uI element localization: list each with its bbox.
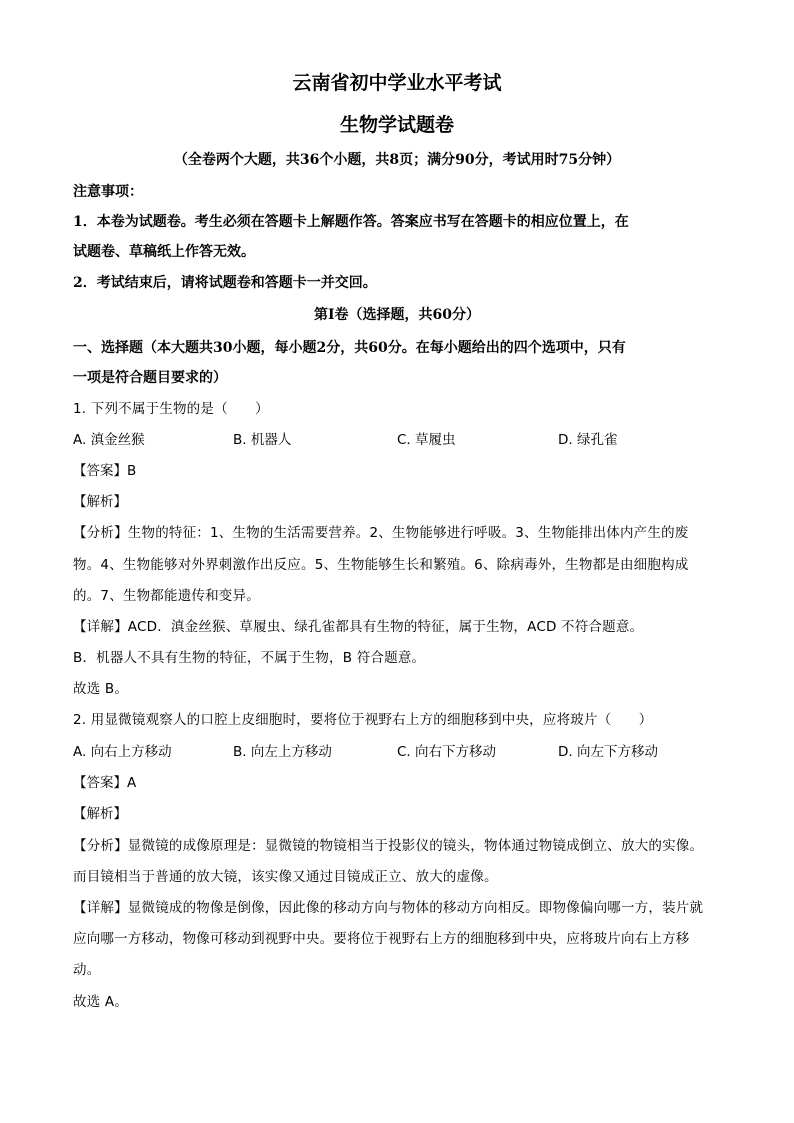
question-2-analysis-line-1: 【分析】显微镜的成像原理是：显微镜的物镜相当于投影仪的镜头，物体通过物镜成倒立、放大的实像。 (73, 838, 704, 854)
question-2-option-c: C. 向右下方移动 (397, 744, 497, 760)
question-1-conclusion: 故选 B。 (73, 681, 129, 697)
question-2-option-b: B. 向左上方移动 (233, 744, 332, 760)
question-2-answer: 【答案】A (73, 775, 137, 791)
question-2-stem: 2. 用显微镜观察人的口腔上皮细胞时，要将位于视野右上方的细胞移到中央，应将玻片（ ） (73, 712, 653, 728)
question-2-option-d: D. 向左下方移动 (558, 744, 658, 760)
question-1-analysis-line-3: 的。7、生物都能遗传和变异。 (73, 588, 260, 604)
exam-subtitle: 生物学试题卷 (339, 114, 454, 136)
notice-heading: 注意事项： (73, 184, 143, 200)
section-1-heading-line-1: 一、选择题（本大题共30小题，每小题2分，共60分。在每小题给出的四个选项中，只有 (73, 340, 626, 356)
question-2-detail-line-3: 动。 (73, 962, 101, 978)
question-2-analysis-line-2: 而目镜相当于普通的放大镜，该实像又通过目镜成正立、放大的虚像。 (73, 869, 498, 885)
question-1-option-c: C. 草履虫 (397, 432, 456, 448)
question-2-conclusion: 故选 A。 (73, 994, 129, 1010)
part-1-heading: 第Ⅰ卷（选择题，共60分） (313, 307, 481, 323)
question-1-option-d: D. 绿孔雀 (558, 432, 618, 448)
question-2-detail-line-2: 应向哪一方移动，物像可移动到视野中央。要将位于视野右上方的细胞移到中央，应将玻片向右上方移 (73, 931, 690, 947)
question-2-detail-line-1: 【详解】显微镜成的物像是倒像，因此像的移动方向与物体的移动方向相反。即物像偏向哪一方，装片就 (73, 900, 704, 916)
question-1-stem: 1. 下列不属于生物的是（ ） (73, 401, 269, 417)
exam-title: 云南省初中学业水平考试 (292, 72, 502, 94)
notice-item-1-line-1: 1．本卷为试题卷。考生必须在答题卡上解题作答。答案应书写在答题卡的相应位置上，在 (73, 214, 629, 230)
notice-item-2: 2．考试结束后，请将试题卷和答题卡一并交回。 (73, 275, 377, 291)
question-1-answer: 【答案】B (73, 463, 137, 479)
question-2-option-a: A. 向右上方移动 (73, 744, 172, 760)
question-1-option-b: B. 机器人 (233, 432, 292, 448)
exam-info: （全卷两个大题，共36个小题，共8页；满分90分，考试用时75分钟） (173, 152, 621, 168)
question-1-option-a: A. 滇金丝猴 (73, 432, 145, 448)
notice-item-1-line-2: 试题卷、草稿纸上作答无效。 (73, 244, 255, 260)
question-1-analysis-line-2: 物。4、生物能够对外界刺激作出反应。5、生物能够生长和繁殖。6、除病毒外，生物都是由细胞构成 (73, 557, 689, 573)
question-2-analysis-label: 【解析】 (73, 806, 127, 822)
question-1-analysis-line-1: 【分析】生物的特征：1、生物的生活需要营养。2、生物能够进行呼吸。3、生物能排出体内产生的废 (73, 525, 689, 541)
section-1-heading-line-2: 一项是符合题目要求的） (73, 370, 227, 386)
question-1-analysis-label: 【解析】 (73, 494, 127, 510)
question-1-detail-line-2: B．机器人不具有生物的特征，不属于生物，B 符合题意。 (73, 650, 426, 666)
question-1-detail-line-1: 【详解】ACD．滇金丝猴、草履虫、绿孔雀都具有生物的特征，属于生物，ACD 不符合题意。 (73, 619, 644, 635)
